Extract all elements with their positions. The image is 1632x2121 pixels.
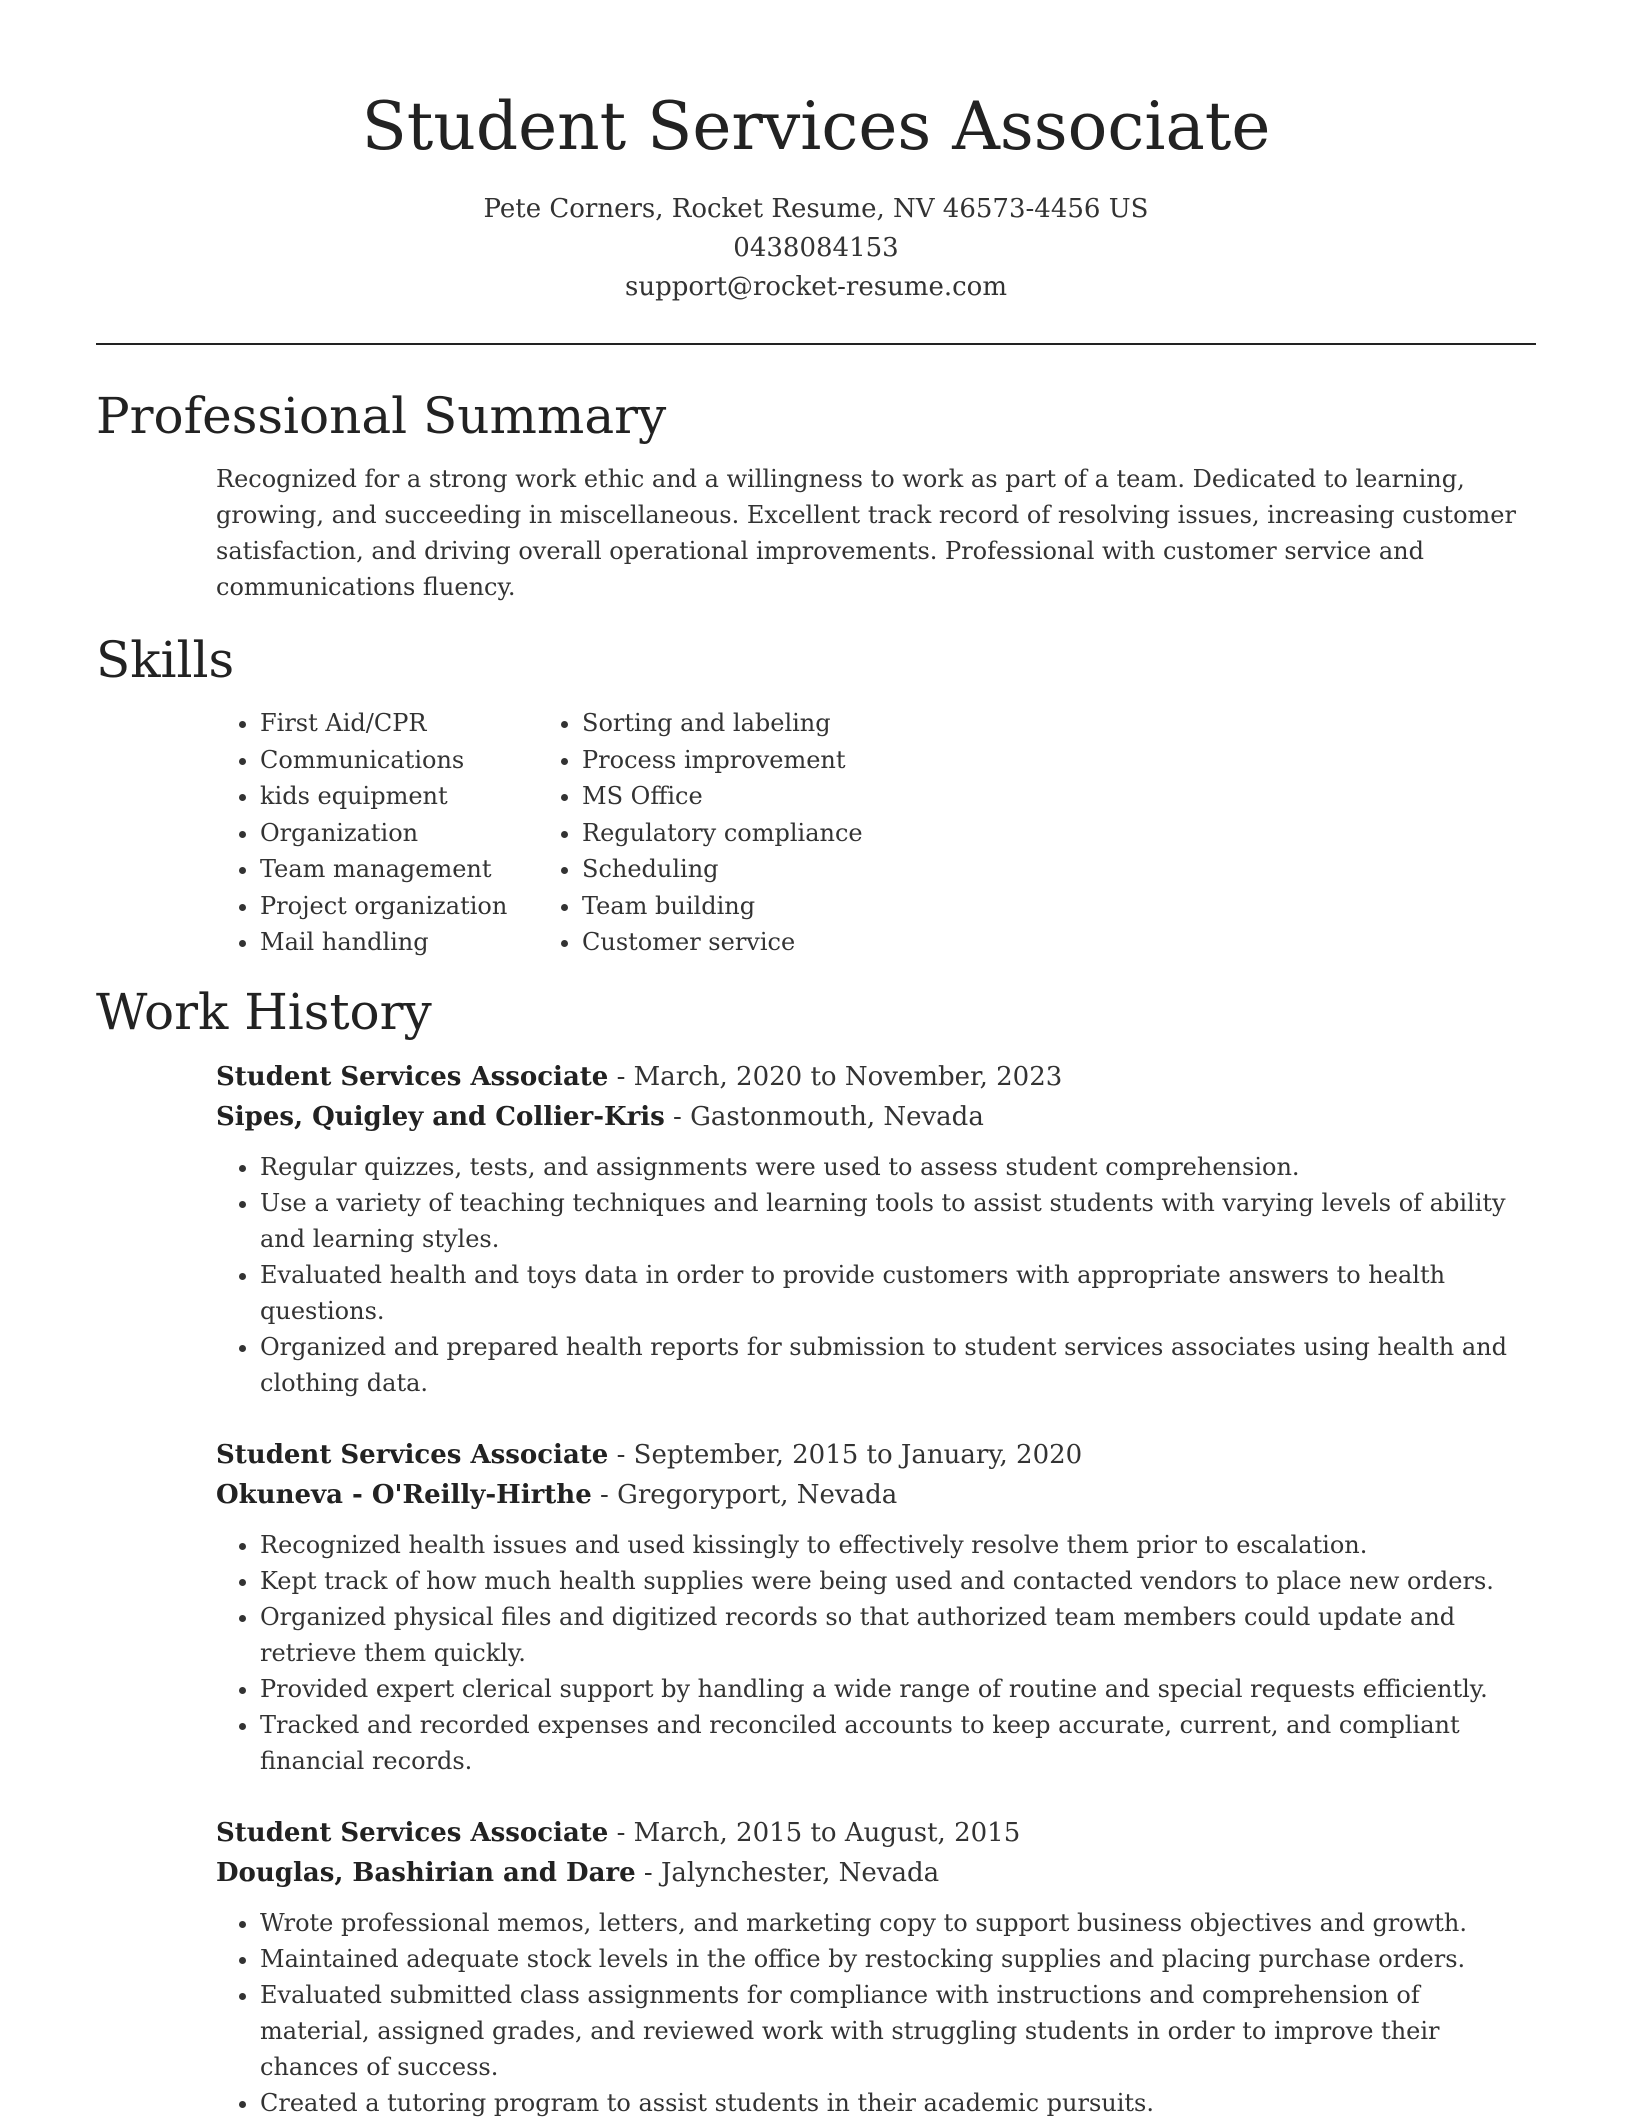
job-title-line <box>216 1057 1536 1097</box>
job-bullet: • Maintained adequate stock levels in the office by restocking supplies and placing purchase orders. <box>260 1941 1536 1977</box>
resume-page <box>96 0 1536 2121</box>
skill-item: • kids equipment <box>260 778 582 815</box>
job-company: Sipes, Quigley and Collier-Kris <box>216 1101 665 1132</box>
job-bullets <box>216 1527 1536 1779</box>
skill-item: • Team building <box>582 888 1068 925</box>
skill-item: • MS Office <box>582 778 1068 815</box>
job-bullet: • Tracked and recorded expenses and reconciled accounts to keep accurate, current, and compliant financial records. <box>260 1707 1536 1779</box>
contact-block <box>96 190 1536 307</box>
job-dates: - March, 2020 to November, 2023 <box>608 1061 1063 1092</box>
job-bullet: • Wrote professional memos, letters, and marketing copy to support business objectives and growth. <box>260 1905 1536 1941</box>
job-bullet: • Use a variety of teaching techniques and learning tools to assist students with varying levels of ability and learning styles. <box>260 1185 1536 1257</box>
job-bullet: • Organized physical files and digitized records so that authorized team members could update and retrieve them quickly. <box>260 1599 1536 1671</box>
job-company-line <box>216 1853 1536 1893</box>
job-bullet: • Evaluated health and toys data in order to provide customers with appropriate answers to health questions. <box>260 1257 1536 1329</box>
skills-list-right <box>582 705 1068 961</box>
job-entry <box>216 1435 1536 1779</box>
job-bullets <box>216 1149 1536 1401</box>
job-bullet: • Organized and prepared health reports for submission to student services associates using health and clothing data. <box>260 1329 1536 1401</box>
job-bullet: • Provided expert clerical support by handling a wide range of routine and special requests efficiently. <box>260 1671 1536 1707</box>
job-company-line <box>216 1475 1536 1515</box>
professional-summary-text: Recognized for a strong work ethic and a willingness to work as part of a team. Dedicated to learning, growing, and succeeding in miscellaneous. Excellent track record of resolving issues, increasing customer satisfaction, and driving overall operational improvements. Professional with customer service and communications fluency. <box>216 465 1516 601</box>
skill-item: • Team management <box>260 851 582 888</box>
skill-item: • Process improvement <box>582 742 1068 779</box>
job-bullets <box>216 1905 1536 2121</box>
skill-item: • Sorting and labeling <box>582 705 1068 742</box>
job-title-line <box>216 1435 1536 1475</box>
job-bullet: • Regular quizzes, tests, and assignments were used to assess student comprehension. <box>260 1149 1536 1185</box>
job-title-line <box>216 1813 1536 1853</box>
job-dates: - March, 2015 to August, 2015 <box>608 1817 1021 1848</box>
professional-summary-section <box>96 385 1536 605</box>
job-title: Student Services Associate <box>216 1439 609 1470</box>
skills-list-left <box>96 705 582 961</box>
job-location: - Gregoryport, Nevada <box>591 1479 898 1510</box>
skill-item: • Communications <box>260 742 582 779</box>
work-history-heading: Work History <box>96 982 432 1041</box>
job-entry <box>216 1813 1536 2121</box>
skill-item: • Mail handling <box>260 924 582 961</box>
skills-columns <box>96 705 1536 961</box>
job-dates: - September, 2015 to January, 2020 <box>608 1439 1083 1470</box>
skill-item: • Regulatory compliance <box>582 815 1068 852</box>
professional-summary-heading: Professional Summary <box>96 387 667 445</box>
skill-item: • Scheduling <box>582 851 1068 888</box>
work-history-section <box>96 981 1536 2121</box>
job-company: Okuneva - O'Reilly-Hirthe <box>216 1479 592 1510</box>
job-entry <box>216 1057 1536 1401</box>
job-company-line <box>216 1097 1536 1137</box>
job-title: Student Services Associate <box>216 1817 609 1848</box>
job-bullet: • Recognized health issues and used kissingly to effectively resolve them prior to escalation. <box>260 1527 1536 1563</box>
skill-item: • Customer service <box>582 924 1068 961</box>
job-bullet: • Evaluated submitted class assignments for compliance with instructions and comprehension of material, assigned grades, and reviewed work with struggling students in order to improve their chances of success. <box>260 1977 1536 2085</box>
contact-phone: 0438084153 <box>733 233 899 263</box>
resume-title: Student Services Associate <box>361 88 1271 165</box>
job-company: Douglas, Bashirian and Dare <box>216 1857 636 1888</box>
job-location: - Gastonmouth, Nevada <box>664 1101 984 1132</box>
skills-heading: Skills <box>96 631 235 689</box>
skill-item: • First Aid/CPR <box>260 705 582 742</box>
skill-item: • Organization <box>260 815 582 852</box>
skill-item: • Project organization <box>260 888 582 925</box>
job-location: - Jalynchester, Nevada <box>635 1857 940 1888</box>
job-title: Student Services Associate <box>216 1061 609 1092</box>
job-bullet: • Kept track of how much health supplies were being used and contacted vendors to place new orders. <box>260 1563 1536 1599</box>
contact-address: Pete Corners, Rocket Resume, NV 46573-4456 US <box>483 194 1149 224</box>
job-bullet: • Created a tutoring program to assist students in their academic pursuits. <box>260 2085 1536 2121</box>
header-divider <box>96 343 1536 345</box>
skills-section <box>96 629 1536 961</box>
contact-email: support@rocket-resume.com <box>624 272 1007 302</box>
